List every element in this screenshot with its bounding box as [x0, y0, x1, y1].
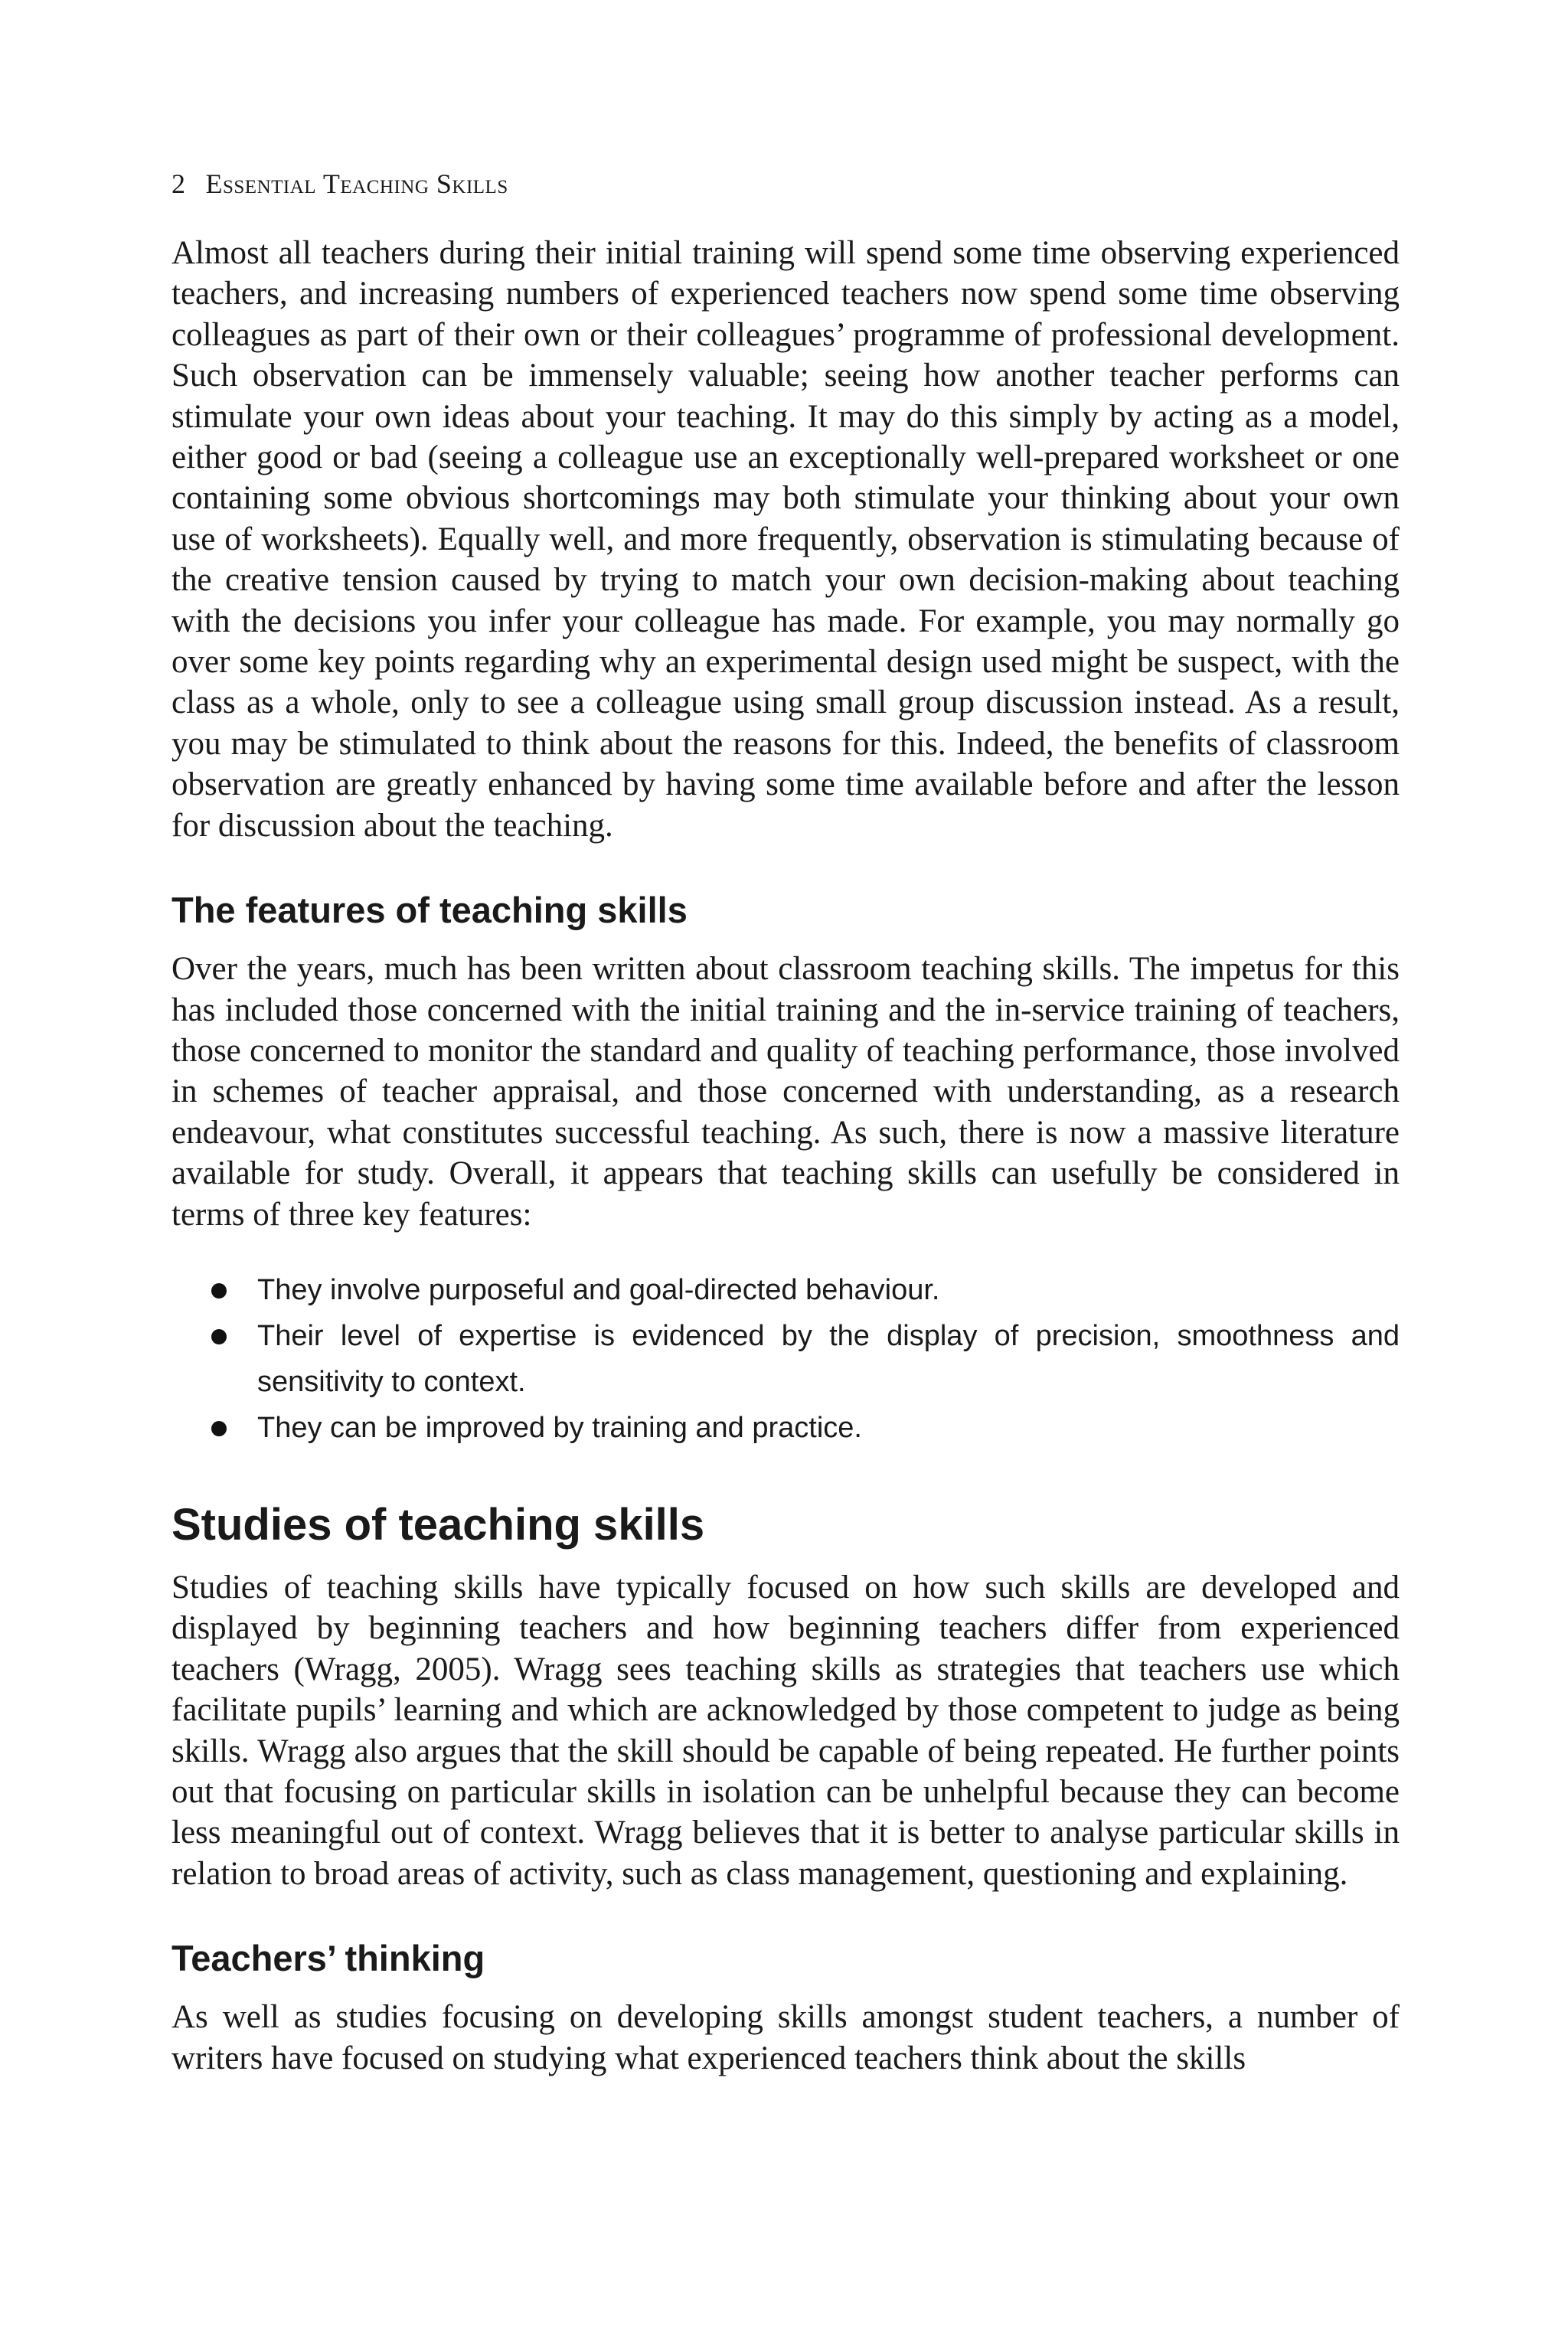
- bullet-icon: [211, 1421, 227, 1436]
- running-head: [172, 168, 1400, 199]
- thinking-heading: Teachers’ thinking: [172, 1938, 485, 1979]
- list-item: [172, 1313, 1400, 1405]
- list-item-text: Their level of expertise is evidenced by the display of precision, smoothness and sensitivity to context.: [257, 1319, 1400, 1398]
- features-paragraph: Over the years, much has been written about classroom teaching skills. The impetus for this has included those concerned with the initial training and the in-service training of teachers, those concerned to monitor the standard and quality of teaching performance, those involved in schemes of teacher appraisal, and those concerned with understanding, as a research endeavour, what constitutes successful teaching. As such, there is now a massive literature available for study. Overall, it appears that teaching skills can usefully be considered in terms of three key features:: [172, 951, 1400, 1233]
- running-title: Essential Teaching Skills: [205, 168, 508, 199]
- features-list: [172, 1267, 1400, 1451]
- studies-heading: Studies of teaching skills: [172, 1499, 705, 1550]
- list-item-text: They involve purposeful and goal-directed behaviour.: [257, 1273, 940, 1306]
- page-number: 2: [172, 168, 186, 199]
- features-heading: The features of teaching skills: [172, 890, 688, 931]
- thinking-paragraph: As well as studies focusing on developing skills amongst student teachers, a number of writers have focused on studying what experienced teachers think about the skills: [172, 1999, 1400, 2076]
- list-item-text: They can be improved by training and practice.: [257, 1411, 862, 1444]
- list-item: [172, 1405, 1400, 1451]
- bullet-icon: [211, 1283, 227, 1298]
- book-page: [172, 168, 1400, 2079]
- studies-paragraph: Studies of teaching skills have typically focused on how such skills are developed and displayed by beginning teachers and how beginning teachers differ from experienced teachers (Wragg, 2005). Wragg sees teaching skills as strategies that teachers use which facilitate pupils’ learning and which are acknowledged by those competent to judge as being skills. Wragg also argues that the skill should be capable of being repeated. He further points out that focusing on particular skills in isolation can be unhelpful because they can become less meaningful out of context. Wragg believes that it is better to analyse particular skills in relation to broad areas of activity, such as class management, questioning and explaining.: [172, 1569, 1400, 1892]
- bullet-icon: [211, 1329, 227, 1344]
- intro-paragraph: Almost all teachers during their initial training will spend some time observing experienced teachers, and increasing numbers of experienced teachers now spend some time observing colleagues as part of their own or their colleagues’ programme of professional development. Such observation can be immensely valuable; seeing how another teacher performs can stimulate your own ideas about your teaching. It may do this simply by acting as a model, either good or bad (seeing a colleague use an exceptionally well-prepared worksheet or one containing some obvious shortcomings may both stimulate your thinking about your own use of worksheets). Equally well, and more frequently, observation is stimulating because of the creative tension caused by trying to match your own decision-making about teaching with the decisions you infer your colleague has made. For example, you may normally go over some key points regarding why an experimental design used might be suspect, with the class as a whole, only to see a colleague using small group discussion instead. As a result, you may be stimulated to think about the reasons for this. Indeed, the benefits of classroom observation are greatly enhanced by having some time available before and after the lesson for discussion about the teaching.: [172, 235, 1400, 844]
- list-item: [172, 1267, 1400, 1313]
